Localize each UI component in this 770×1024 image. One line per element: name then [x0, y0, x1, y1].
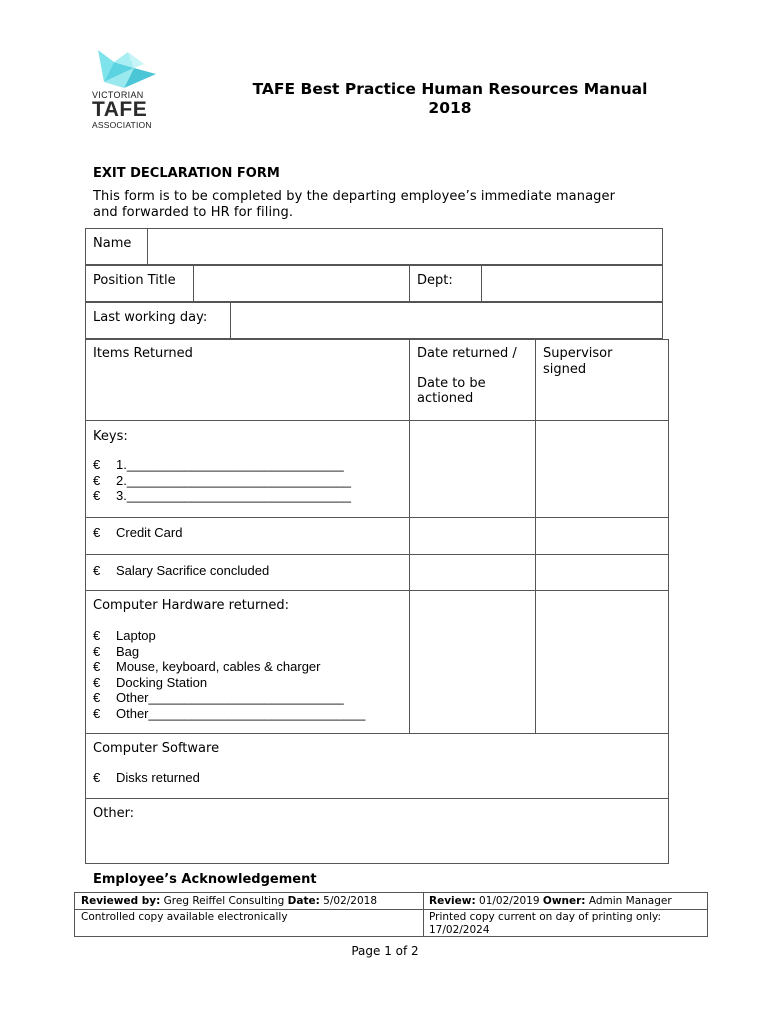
hardware-list — [93, 628, 365, 721]
dept-field[interactable] — [483, 267, 661, 300]
controlled-copy-note: Controlled copy available electronically — [81, 911, 288, 923]
position-title-field[interactable] — [195, 267, 407, 300]
bullet-icon: € — [93, 690, 101, 705]
row-line-3 — [85, 554, 669, 555]
logo-mark-icon — [94, 48, 158, 92]
keys-label: Keys: — [93, 429, 128, 444]
supervisor-signed-header — [543, 346, 612, 377]
reviewed-by: Reviewed by: Greg Reiffel Consulting Date: 5/02/2018 — [81, 895, 378, 907]
last-working-day-label: Last working day: — [93, 310, 208, 325]
document-title — [200, 80, 700, 118]
title-line-1: TAFE Best Practice Human Resources Manual — [252, 80, 648, 98]
footer-row-line — [74, 909, 708, 910]
bullet-icon: € — [93, 770, 101, 785]
row-line-4 — [85, 590, 669, 591]
printed-copy-note: Printed copy current on day of printing only: 17/02/2024 — [429, 911, 661, 936]
name-divider — [147, 228, 148, 265]
items-col-divider-2 — [535, 339, 536, 733]
form-heading: EXIT DECLARATION FORM — [93, 166, 280, 181]
row-line-1 — [85, 420, 669, 421]
date-header-line-3: actioned — [417, 391, 474, 406]
logo-text-tafe: TAFE — [92, 98, 148, 121]
bullet-icon: € — [93, 488, 101, 503]
hardware-label: Computer Hardware returned: — [93, 598, 290, 613]
date-header-line-2: Date to be — [417, 375, 486, 391]
review-owner: Review: 01/02/2019 Owner: Admin Manager — [429, 895, 672, 907]
bullet-icon: € — [93, 628, 101, 643]
bullet-icon: € — [93, 525, 101, 540]
logo-text-victorian: VICTORIAN — [92, 90, 144, 100]
salary-sacrifice-item: € Salary Sacrifice concluded — [93, 563, 270, 578]
list-item: € Docking Station — [93, 674, 208, 690]
row-line-5 — [85, 733, 669, 734]
list-item: € Other______________________________ — [93, 705, 366, 721]
bullet-icon: € — [93, 643, 101, 659]
other-label: Other: — [93, 806, 135, 821]
list-item: € Other___________________________ — [93, 690, 344, 705]
list-item: € Bag — [93, 643, 140, 659]
date-returned-header — [417, 346, 517, 407]
intro-line-2: and forwarded to HR for filing. — [93, 205, 294, 220]
page-number: Page 1 of 2 — [351, 944, 419, 958]
form-intro — [93, 189, 693, 221]
bullet-icon: € — [93, 563, 101, 578]
supervisor-header-line-2: signed — [543, 361, 587, 377]
dept-divider-left — [409, 265, 410, 302]
dept-divider-right — [481, 265, 482, 302]
list-item: € 1.______________________________ — [93, 457, 344, 472]
row-line-6 — [85, 798, 669, 799]
bullet-icon: € — [93, 457, 101, 472]
intro-line-1: This form is to be completed by the departing employee’s immediate manager — [93, 189, 616, 204]
bullet-icon: € — [93, 472, 101, 488]
name-field[interactable] — [149, 230, 661, 263]
items-col-divider-1 — [409, 339, 410, 733]
row-line-2 — [85, 517, 669, 518]
items-returned-header: Items Returned — [93, 346, 193, 361]
position-title-label: Position Title — [93, 273, 176, 288]
title-line-2: 2018 — [428, 99, 472, 117]
position-divider — [193, 265, 194, 302]
employee-acknowledgement-heading: Employee’s Acknowledgement — [93, 872, 317, 887]
logo-text-association: ASSOCIATION — [92, 120, 152, 130]
bullet-icon: € — [93, 674, 101, 690]
disks-returned-item: € Disks returned — [93, 770, 200, 785]
name-label: Name — [93, 236, 132, 251]
victorian-tafe-association-logo — [88, 48, 160, 132]
credit-card-item: € Credit Card — [93, 525, 183, 540]
dept-label: Dept: — [417, 273, 453, 288]
bullet-icon: € — [93, 659, 101, 674]
list-item: € Laptop — [93, 628, 156, 643]
footer-col-line — [423, 892, 424, 937]
list-item: € 3._______________________________ — [93, 488, 351, 503]
list-item: € 2._______________________________ — [93, 472, 351, 488]
list-item: € Mouse, keyboard, cables & charger — [93, 659, 321, 674]
last-day-divider — [230, 302, 231, 339]
keys-list — [93, 457, 351, 504]
last-working-day-field[interactable] — [232, 304, 661, 337]
bullet-icon: € — [93, 705, 101, 721]
supervisor-header-line-1: Supervisor — [543, 346, 613, 361]
date-header-line-1: Date returned / — [417, 346, 517, 361]
software-label: Computer Software — [93, 741, 220, 756]
